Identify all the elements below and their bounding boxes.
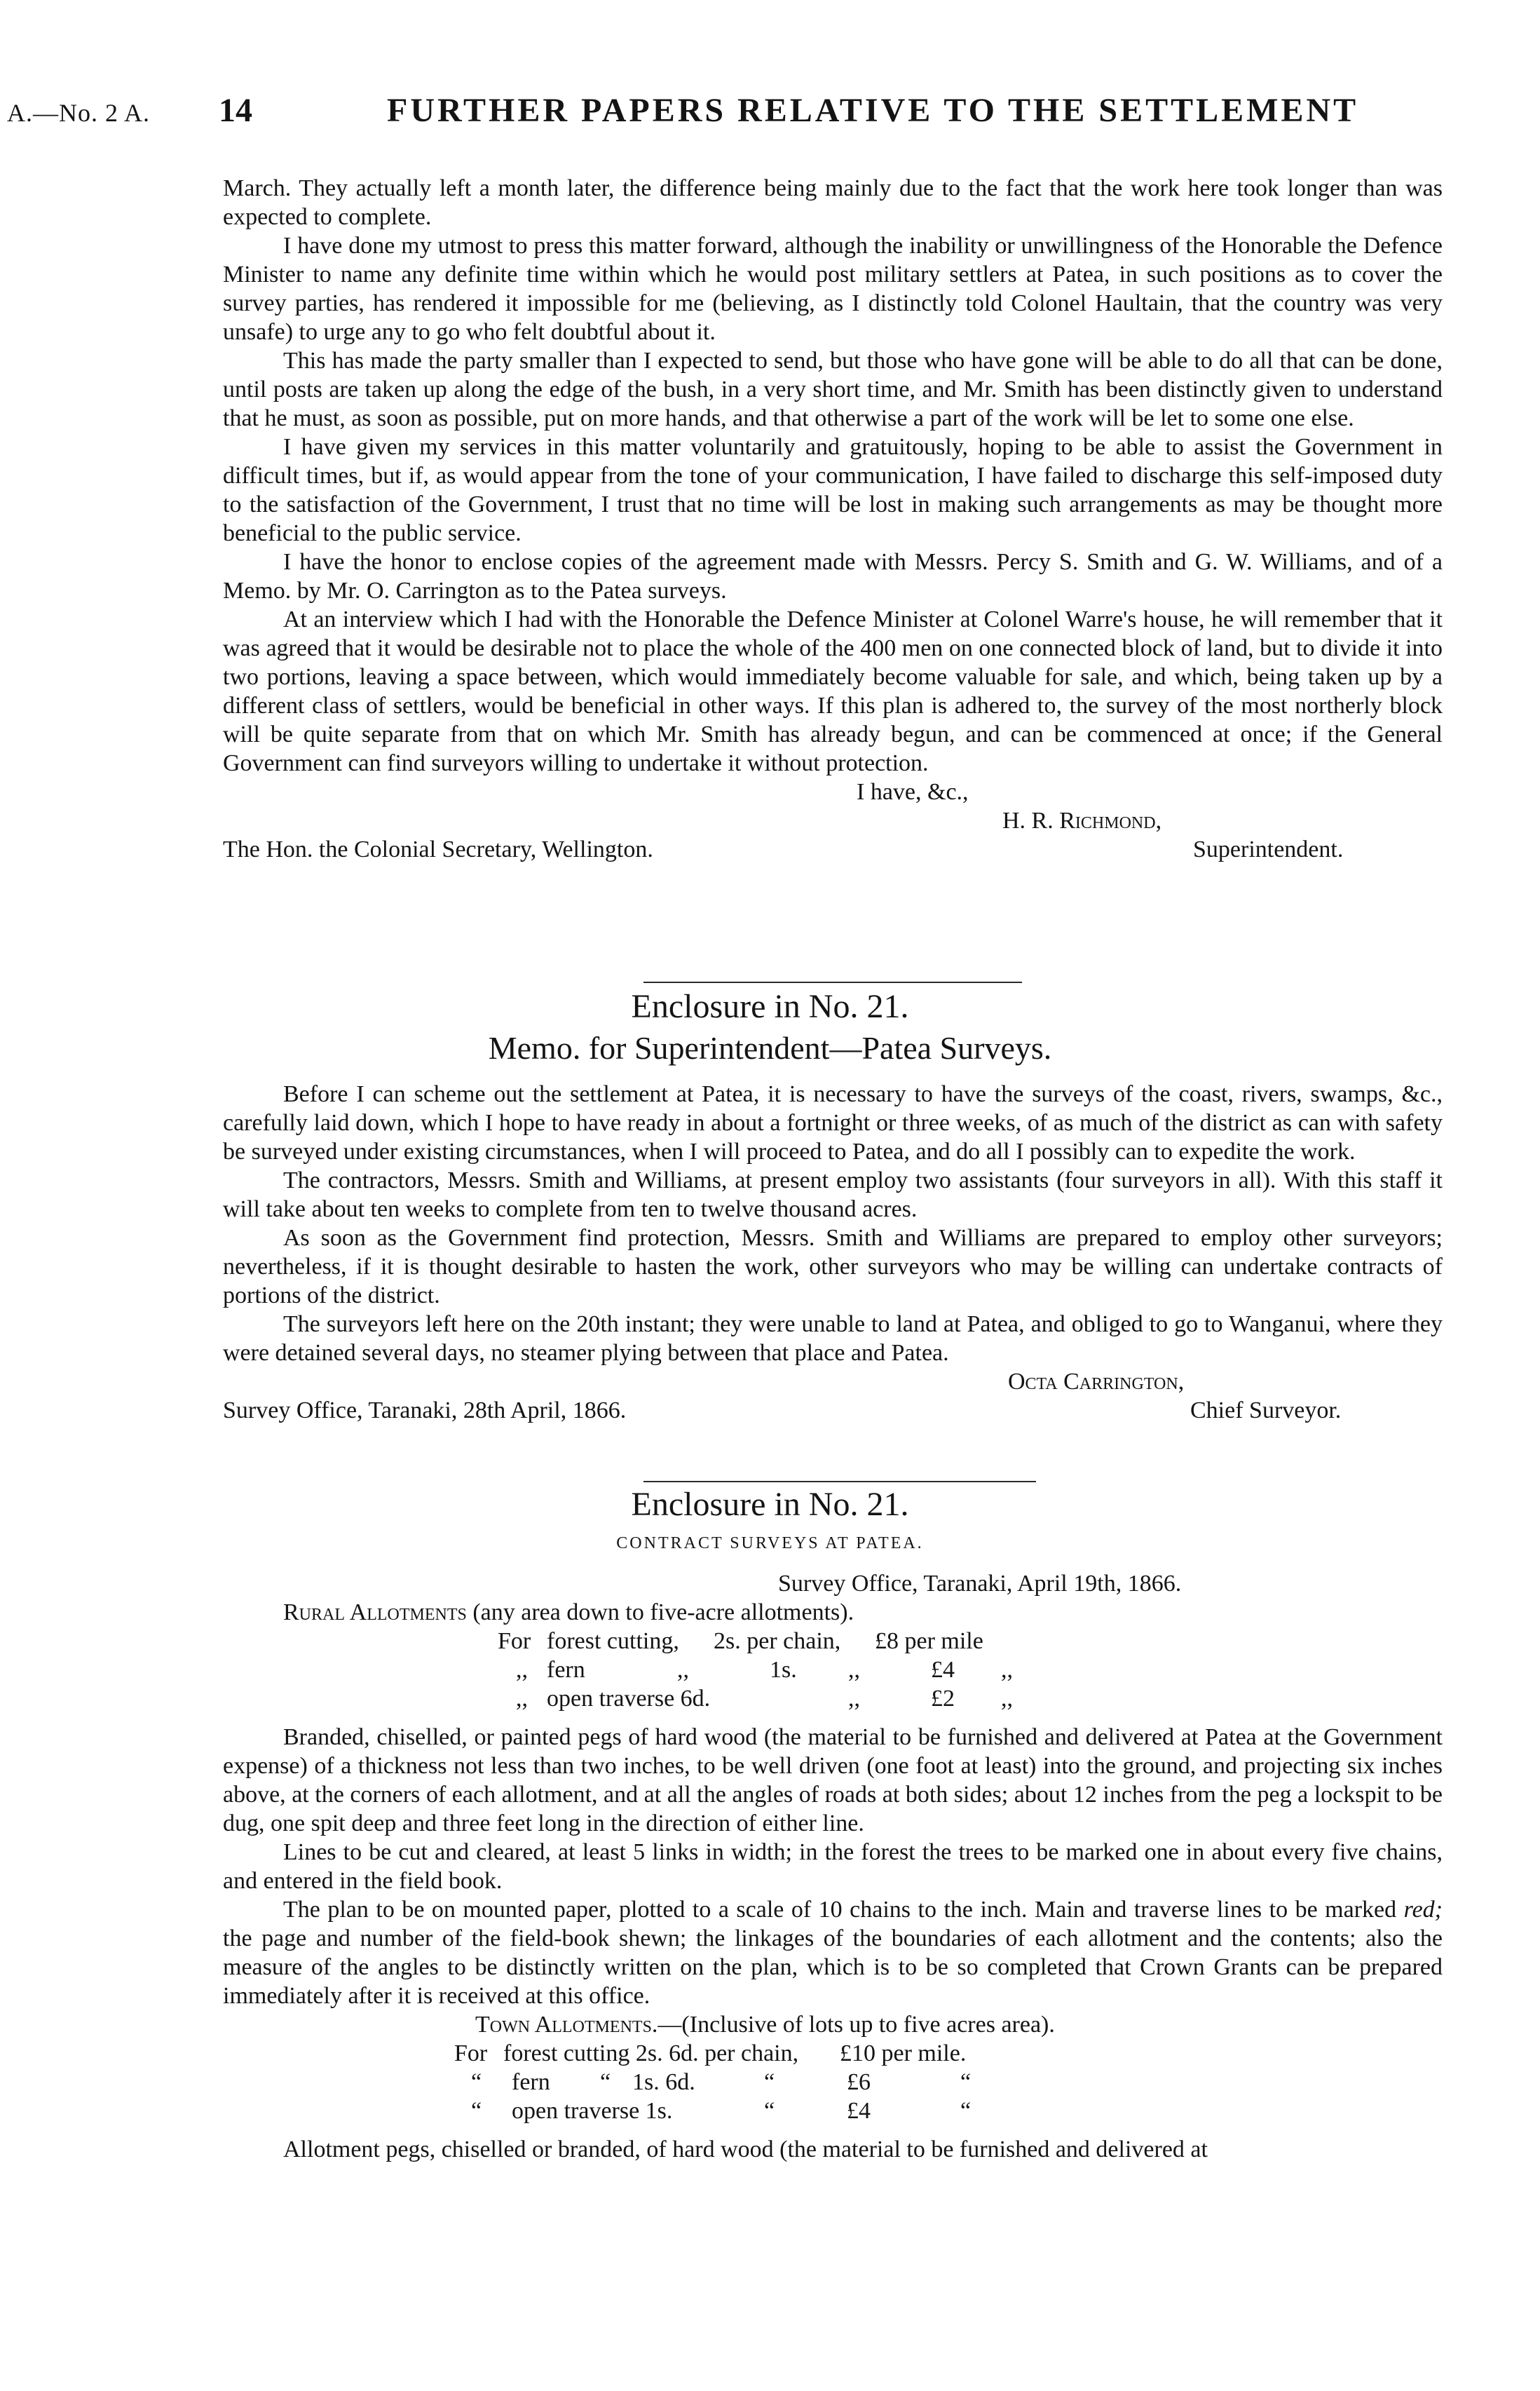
memo-place-date: Survey Office, Taranaki, 28th April, 1866. (223, 1397, 627, 1423)
rate-prefix: ,, (516, 1686, 528, 1712)
dateline: Survey Office, Taranaki, April 19th, 1866. (778, 1571, 1182, 1597)
plan-text: the page and number of the field-book shewn; the linkages of the boundaries of each allotment and the contents; also the measure of the angles to be distinctly written on the plan, which is to be so completed that Crown Grants can be prepared immediately after it is received at this office. (223, 1925, 1443, 2009)
rate-kind: open traverse 1s. (512, 2098, 673, 2124)
memo-body (223, 1080, 1443, 1425)
page-number: 14 (219, 92, 252, 129)
ditto-mark: ,, (848, 1657, 860, 1683)
letter-paragraph: At an interview which I had with the Honorable the Defence Minister at Colonel Warre's house, he will remember that it was agreed that it would be desirable not to place the whole of the 400 men on one connected block of land, but to divide it into two portions, leaving a space between, which would immediately become valuable for sale, and which, being taken up by a different class of settlers, would be beneficial in other ways. If this plan is adhered to, the survey of the most northerly block will be quite separate from that on which Mr. Smith has already begun, and can be commenced at once; if the General Government can find surveyors willing to undertake it without protection. (223, 607, 1443, 776)
letter-body (223, 174, 1443, 864)
rate-per-mile: £4 (847, 2098, 871, 2124)
ditto-mark: “ (764, 2069, 775, 2095)
town-rate-row (223, 2097, 1443, 2125)
ditto-mark: ,, (1001, 1657, 1013, 1683)
memo-signature-row (223, 1367, 1443, 1396)
addressee: The Hon. the Colonial Secretary, Wellington. (223, 836, 653, 862)
contract-paragraph (223, 1895, 1443, 2010)
rate-prefix: “ (471, 2069, 482, 2095)
letter-paragraph: I have the honor to enclose copies of the agreement made with Messrs. Percy S. Smith and G. W. Williams, and of a Memo. by Mr. O. Carrington as to the Patea surveys. (223, 549, 1443, 604)
rural-rate-row (223, 1655, 1443, 1684)
section-divider (643, 982, 1022, 983)
rate-per-chain: 1s. 6d. (632, 2069, 695, 2095)
rate-prefix: “ (471, 2098, 482, 2124)
rural-heading-row (223, 1598, 1443, 1627)
rural-note: (any area down to five-acre allotments). (472, 1599, 854, 1625)
signature: H. R. Richmond, (1002, 808, 1162, 834)
town-label: Town Allotments. (475, 2012, 658, 2038)
dateline-row (223, 1569, 1443, 1598)
letter-paragraph: I have given my services in this matter voluntarily and gratuitously, hoping to be able to assist the Government in difficult times, but if, as would appear from the tone of your communication, I have failed to discharge this self-imposed duty to the satisfaction of the Government, I trust that no time will be lost in making such arrangements as may be thought more beneficial to the public service. (223, 434, 1443, 546)
memo-paragraph: The contractors, Messrs. Smith and Williams, at present employ two assistants (four surveyors in all). With this staff it will take about ten weeks to complete from ten to twelve thousand acres. (223, 1167, 1443, 1222)
contract-paragraph: Lines to be cut and cleared, at least 5 links in width; in the forest the trees to be marked one in about every five chains, and entered in the field book. (223, 1839, 1443, 1894)
red-emphasis: red; (1403, 1897, 1443, 1923)
rate-per-mile: £2 (931, 1686, 955, 1712)
ditto-mark: “ (600, 2069, 611, 2095)
town-rate-row (223, 2039, 1443, 2068)
addressee-row (223, 835, 1443, 864)
closing-row (223, 778, 1443, 806)
plan-text: The plan to be on mounted paper, plotted to a scale of 10 chains to the inch. Main and traverse lines to be marked (283, 1897, 1404, 1923)
rate-per-mile: £6 (847, 2069, 871, 2095)
contract-heading: CONTRACT SURVEYS AT PATEA. (616, 1534, 924, 1552)
memo-paragraph: As soon as the Government find protection, Messrs. Smith and Williams are prepared to employ other surveyors; nevertheless, if it is thought desirable to hasten the work, other surveyors who may be willing can undertake contracts of portions of the district. (223, 1225, 1443, 1308)
ditto-mark: “ (764, 2098, 775, 2124)
rate-per-mile: £4 (931, 1657, 955, 1683)
memo-signature: Octa Carrington, (1008, 1369, 1185, 1395)
letter-paragraph: March. They actually left a month later, the difference being mainly due to the fact that the work here took longer than was expected to complete. (223, 175, 1443, 230)
rural-rate-row (223, 1627, 1443, 1655)
running-title: FURTHER PAPERS RELATIVE TO THE SETTLEMENT (387, 92, 1359, 129)
enclosure-heading: Enclosure in No. 21. (631, 1486, 909, 1523)
ditto-mark: ,, (1001, 1686, 1013, 1712)
memo-place-row (223, 1396, 1443, 1425)
rate-per-chain: 1s. (770, 1657, 797, 1683)
enclosure-heading: Enclosure in No. 21. (631, 988, 909, 1025)
contract-paragraph: Branded, chiselled, or painted pegs of hard wood (the material to be furnished and delivered at Patea at the Government expense) of a thickness not less than two inches, to be well driven (one foot at least) into the ground, and projecting six inches above, at the corners of each allotment, and at all the angles of roads at both sides; about 12 inches from the peg a lockspit to be dug, one spit deep and three feet long in the direction of either line. (223, 1724, 1443, 1836)
rate-prefix: ,, (516, 1657, 528, 1683)
memo-paragraph: Before I can scheme out the settlement at Patea, it is necessary to have the surveys of the coast, rivers, swamps, &c., carefully laid down, which I hope to have ready in about a fortnight or three weeks, of as much of the district as can with safety be surveyed under existing circumstances, when I will proceed to Patea, and do all I possibly can to expedite the work. (223, 1081, 1443, 1165)
rural-label: Rural Allotments (283, 1599, 467, 1625)
town-rate-row (223, 2068, 1443, 2097)
signature-row (223, 806, 1443, 835)
section-divider (643, 1481, 1036, 1482)
contract-body (223, 1569, 1443, 2164)
closing: I have, &c., (857, 779, 969, 805)
signer-title: Superintendent. (1193, 836, 1344, 862)
rate-prefix: For (498, 1628, 531, 1654)
paper-reference: A.—No. 2 A. (7, 99, 151, 127)
rural-rate-row (223, 1684, 1443, 1713)
town-note: —(Inclusive of lots up to five acres area). (657, 2012, 1055, 2038)
town-heading-row (223, 2010, 1443, 2039)
rate-prefix: For (454, 2040, 488, 2066)
rate-kind: forest cutting 2s. 6d. per chain, (503, 2040, 799, 2066)
memo-heading: Memo. for Superintendent—Patea Surveys. (488, 1030, 1052, 1066)
rate-kind: fern (512, 2069, 550, 2095)
letter-paragraph: I have done my utmost to press this matter forward, although the inability or unwillingness of the Honorable the Defence Minister to name any definite time within which he would post military settlers at Patea, in such positions as to cover the survey parties, has rendered it impossible for me (believing, as I distinctly told Colonel Haultain, that the country was very unsafe) to urge any to go who felt doubtful about it. (223, 233, 1443, 345)
rate-per-chain: 2s. per chain, (714, 1628, 841, 1654)
memo-signer-title: Chief Surveyor. (1190, 1397, 1342, 1423)
rate-kind: open traverse 6d. (547, 1686, 711, 1712)
ditto-mark: ,, (677, 1657, 689, 1683)
contract-paragraph: Allotment pegs, chiselled or branded, of hard wood (the material to be furnished and delivered at (283, 2136, 1208, 2162)
rate-kind: forest cutting, (547, 1628, 679, 1654)
rate-per-mile: £8 per mile (875, 1628, 983, 1654)
rate-kind: fern (547, 1657, 585, 1683)
rate-per-mile: £10 per mile. (840, 2040, 967, 2066)
ditto-mark: “ (960, 2069, 972, 2095)
ditto-mark: ,, (848, 1686, 860, 1712)
memo-paragraph: The surveyors left here on the 20th instant; they were unable to land at Patea, and obliged to go to Wanganui, where they were detained several days, no steamer plying between that place and Patea. (223, 1311, 1443, 1366)
letter-paragraph: This has made the party smaller than I expected to send, but those who have gone will be able to do all that can be done, until posts are taken up along the edge of the bush, in a very short time, and Mr. Smith has been distinctly given to understand that he must, as soon as possible, put on more hands, and that otherwise a part of the work will be let to some one else. (223, 348, 1443, 431)
ditto-mark: “ (960, 2098, 972, 2124)
